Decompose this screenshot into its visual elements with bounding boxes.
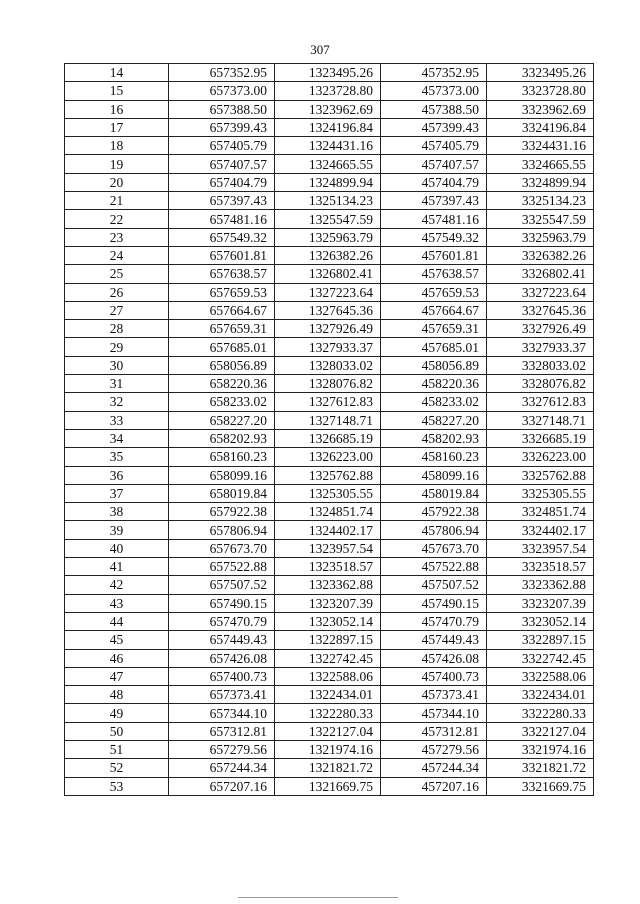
coordinate-x2-cell: 458227.20 [381, 411, 487, 429]
coordinate-x2-cell: 457664.67 [381, 301, 487, 319]
coordinate-y1-cell: 1328076.82 [275, 375, 381, 393]
coordinate-y1-cell: 1325547.59 [275, 210, 381, 228]
coordinate-x1-cell: 657404.79 [169, 173, 275, 191]
coordinate-y2-cell: 3323362.88 [487, 576, 594, 594]
coordinate-x2-cell: 457344.10 [381, 704, 487, 722]
coordinate-y2-cell: 3328033.02 [487, 356, 594, 374]
point-number-cell: 35 [65, 448, 169, 466]
coordinate-x1-cell: 657373.00 [169, 82, 275, 100]
table-row [65, 503, 594, 521]
coordinate-x2-cell: 457659.31 [381, 320, 487, 338]
table-row [65, 649, 594, 667]
coordinate-y1-cell: 1322434.01 [275, 686, 381, 704]
coordinate-x1-cell: 657470.79 [169, 612, 275, 630]
coordinate-y1-cell: 1326802.41 [275, 265, 381, 283]
table-row [65, 704, 594, 722]
coordinate-x1-cell: 657481.16 [169, 210, 275, 228]
point-number-cell: 46 [65, 649, 169, 667]
point-number-cell: 50 [65, 722, 169, 740]
table-row [65, 429, 594, 447]
point-number-cell: 49 [65, 704, 169, 722]
table-row [65, 338, 594, 356]
coordinate-y2-cell: 3327223.64 [487, 283, 594, 301]
point-number-cell: 29 [65, 338, 169, 356]
coordinate-x1-cell: 658056.89 [169, 356, 275, 374]
coordinate-y2-cell: 3327933.37 [487, 338, 594, 356]
coordinate-x2-cell: 458220.36 [381, 375, 487, 393]
coordinate-x2-cell: 457399.43 [381, 118, 487, 136]
coordinate-x1-cell: 657522.88 [169, 558, 275, 576]
table-row [65, 137, 594, 155]
coordinate-y2-cell: 3325305.55 [487, 484, 594, 502]
point-number-cell: 53 [65, 777, 169, 795]
coordinate-x2-cell: 457507.52 [381, 576, 487, 594]
table-row [65, 740, 594, 758]
coordinate-x1-cell: 658220.36 [169, 375, 275, 393]
point-number-cell: 33 [65, 411, 169, 429]
point-number-cell: 25 [65, 265, 169, 283]
coordinate-y2-cell: 3326382.26 [487, 246, 594, 264]
table-row [65, 612, 594, 630]
coordinate-y2-cell: 3321821.72 [487, 759, 594, 777]
table-row [65, 155, 594, 173]
coordinate-x1-cell: 657279.56 [169, 740, 275, 758]
coordinate-x1-cell: 657806.94 [169, 521, 275, 539]
coordinate-x2-cell: 457400.73 [381, 667, 487, 685]
coordinate-y1-cell: 1321821.72 [275, 759, 381, 777]
coordinate-y1-cell: 1323495.26 [275, 64, 381, 82]
coordinate-x1-cell: 658160.23 [169, 448, 275, 466]
coordinate-x1-cell: 658233.02 [169, 393, 275, 411]
coordinate-x1-cell: 657373.41 [169, 686, 275, 704]
coordinate-y1-cell: 1322280.33 [275, 704, 381, 722]
coordinate-x1-cell: 657638.57 [169, 265, 275, 283]
table-row [65, 539, 594, 557]
coordinate-y1-cell: 1324402.17 [275, 521, 381, 539]
coordinate-x2-cell: 457685.01 [381, 338, 487, 356]
coordinate-x1-cell: 657400.73 [169, 667, 275, 685]
footer-rule [238, 897, 398, 898]
coordinate-y2-cell: 3324431.16 [487, 137, 594, 155]
coordinate-y2-cell: 3323728.80 [487, 82, 594, 100]
coordinate-y1-cell: 1325305.55 [275, 484, 381, 502]
point-number-cell: 44 [65, 612, 169, 630]
coordinate-x1-cell: 657388.50 [169, 100, 275, 118]
coordinate-table-body [65, 64, 594, 796]
coordinate-x2-cell: 457601.81 [381, 246, 487, 264]
coordinate-x2-cell: 457352.95 [381, 64, 487, 82]
coordinate-x2-cell: 457312.81 [381, 722, 487, 740]
coordinate-y1-cell: 1322588.06 [275, 667, 381, 685]
point-number-cell: 43 [65, 594, 169, 612]
coordinate-x2-cell: 458160.23 [381, 448, 487, 466]
coordinate-x1-cell: 657659.31 [169, 320, 275, 338]
coordinate-y2-cell: 3322897.15 [487, 631, 594, 649]
coordinate-x2-cell: 457806.94 [381, 521, 487, 539]
coordinate-x1-cell: 657673.70 [169, 539, 275, 557]
coordinate-x1-cell: 657352.95 [169, 64, 275, 82]
table-row [65, 100, 594, 118]
table-row [65, 228, 594, 246]
coordinate-y2-cell: 3322280.33 [487, 704, 594, 722]
point-number-cell: 36 [65, 466, 169, 484]
point-number-cell: 45 [65, 631, 169, 649]
point-number-cell: 40 [65, 539, 169, 557]
point-number-cell: 19 [65, 155, 169, 173]
table-row [65, 356, 594, 374]
point-number-cell: 38 [65, 503, 169, 521]
coordinate-y1-cell: 1321669.75 [275, 777, 381, 795]
coordinate-y1-cell: 1324851.74 [275, 503, 381, 521]
coordinate-x2-cell: 457470.79 [381, 612, 487, 630]
coordinate-y1-cell: 1324431.16 [275, 137, 381, 155]
coordinate-x1-cell: 657601.81 [169, 246, 275, 264]
coordinate-y1-cell: 1326223.00 [275, 448, 381, 466]
coordinate-y2-cell: 3328076.82 [487, 375, 594, 393]
table-row [65, 192, 594, 210]
coordinate-x1-cell: 657344.10 [169, 704, 275, 722]
coordinate-x2-cell: 457207.16 [381, 777, 487, 795]
point-number-cell: 26 [65, 283, 169, 301]
coordinate-y2-cell: 3323207.39 [487, 594, 594, 612]
coordinate-x2-cell: 457388.50 [381, 100, 487, 118]
coordinate-y2-cell: 3325134.23 [487, 192, 594, 210]
coordinate-x2-cell: 457673.70 [381, 539, 487, 557]
coordinate-x2-cell: 458202.93 [381, 429, 487, 447]
point-number-cell: 15 [65, 82, 169, 100]
table-row [65, 667, 594, 685]
table-row [65, 594, 594, 612]
coordinate-y1-cell: 1327926.49 [275, 320, 381, 338]
coordinate-y2-cell: 3323052.14 [487, 612, 594, 630]
coordinate-x2-cell: 457373.41 [381, 686, 487, 704]
coordinate-y1-cell: 1323207.39 [275, 594, 381, 612]
coordinate-y1-cell: 1324196.84 [275, 118, 381, 136]
coordinate-x1-cell: 657922.38 [169, 503, 275, 521]
coordinate-x2-cell: 458019.84 [381, 484, 487, 502]
table-row [65, 631, 594, 649]
point-number-cell: 31 [65, 375, 169, 393]
coordinate-y1-cell: 1323362.88 [275, 576, 381, 594]
coordinate-y1-cell: 1325762.88 [275, 466, 381, 484]
coordinate-x2-cell: 457490.15 [381, 594, 487, 612]
coordinate-y1-cell: 1327645.36 [275, 301, 381, 319]
coordinate-y2-cell: 3326223.00 [487, 448, 594, 466]
coordinate-y1-cell: 1322127.04 [275, 722, 381, 740]
coordinate-x2-cell: 457279.56 [381, 740, 487, 758]
coordinate-x1-cell: 657312.81 [169, 722, 275, 740]
table-row [65, 466, 594, 484]
table-row [65, 283, 594, 301]
coordinate-y1-cell: 1325134.23 [275, 192, 381, 210]
coordinate-x1-cell: 658099.16 [169, 466, 275, 484]
coordinate-y1-cell: 1323052.14 [275, 612, 381, 630]
point-number-cell: 47 [65, 667, 169, 685]
point-number-cell: 18 [65, 137, 169, 155]
coordinate-x1-cell: 657244.34 [169, 759, 275, 777]
coordinate-y1-cell: 1322897.15 [275, 631, 381, 649]
coordinate-y2-cell: 3321974.16 [487, 740, 594, 758]
coordinate-y2-cell: 3322588.06 [487, 667, 594, 685]
coordinate-y1-cell: 1325963.79 [275, 228, 381, 246]
point-number-cell: 27 [65, 301, 169, 319]
point-number-cell: 41 [65, 558, 169, 576]
point-number-cell: 48 [65, 686, 169, 704]
coordinate-y1-cell: 1328033.02 [275, 356, 381, 374]
coordinate-x1-cell: 658227.20 [169, 411, 275, 429]
table-row [65, 64, 594, 82]
point-number-cell: 20 [65, 173, 169, 191]
coordinate-x1-cell: 657449.43 [169, 631, 275, 649]
coordinate-y2-cell: 3324665.55 [487, 155, 594, 173]
table-row [65, 173, 594, 191]
coordinate-x1-cell: 658202.93 [169, 429, 275, 447]
coordinate-y2-cell: 3326802.41 [487, 265, 594, 283]
coordinate-x1-cell: 657207.16 [169, 777, 275, 795]
coordinate-y1-cell: 1323518.57 [275, 558, 381, 576]
coordinate-x2-cell: 457397.43 [381, 192, 487, 210]
coordinate-y2-cell: 3327926.49 [487, 320, 594, 338]
point-number-cell: 30 [65, 356, 169, 374]
point-number-cell: 52 [65, 759, 169, 777]
point-number-cell: 34 [65, 429, 169, 447]
table-row [65, 558, 594, 576]
coordinate-x2-cell: 457407.57 [381, 155, 487, 173]
coordinate-y2-cell: 3325963.79 [487, 228, 594, 246]
coordinate-x1-cell: 657549.32 [169, 228, 275, 246]
table-row [65, 576, 594, 594]
coordinate-x1-cell: 657397.43 [169, 192, 275, 210]
table-row [65, 246, 594, 264]
coordinate-y1-cell: 1327612.83 [275, 393, 381, 411]
table-row [65, 393, 594, 411]
coordinate-y2-cell: 3322127.04 [487, 722, 594, 740]
coordinate-x2-cell: 457549.32 [381, 228, 487, 246]
coordinate-y2-cell: 3321669.75 [487, 777, 594, 795]
point-number-cell: 22 [65, 210, 169, 228]
coordinate-x1-cell: 657490.15 [169, 594, 275, 612]
point-number-cell: 16 [65, 100, 169, 118]
coordinate-y1-cell: 1324665.55 [275, 155, 381, 173]
table-row [65, 777, 594, 795]
coordinate-y1-cell: 1327148.71 [275, 411, 381, 429]
coordinate-x2-cell: 457405.79 [381, 137, 487, 155]
coordinate-y1-cell: 1324899.94 [275, 173, 381, 191]
point-number-cell: 24 [65, 246, 169, 264]
coordinate-y2-cell: 3325547.59 [487, 210, 594, 228]
coordinate-y2-cell: 3327148.71 [487, 411, 594, 429]
coordinate-x1-cell: 658019.84 [169, 484, 275, 502]
table-row [65, 521, 594, 539]
table-row [65, 411, 594, 429]
coordinate-x2-cell: 457244.34 [381, 759, 487, 777]
coordinate-y2-cell: 3324402.17 [487, 521, 594, 539]
coordinate-x1-cell: 657426.08 [169, 649, 275, 667]
table-row [65, 210, 594, 228]
coordinate-y2-cell: 3326685.19 [487, 429, 594, 447]
coordinate-y2-cell: 3322434.01 [487, 686, 594, 704]
coordinate-y1-cell: 1323728.80 [275, 82, 381, 100]
coordinate-x1-cell: 657407.57 [169, 155, 275, 173]
table-row [65, 375, 594, 393]
coordinate-y2-cell: 3322742.45 [487, 649, 594, 667]
coordinate-y1-cell: 1327933.37 [275, 338, 381, 356]
point-number-cell: 39 [65, 521, 169, 539]
table-row [65, 265, 594, 283]
coordinate-x2-cell: 457638.57 [381, 265, 487, 283]
table-row [65, 686, 594, 704]
coordinate-y2-cell: 3325762.88 [487, 466, 594, 484]
coordinate-y1-cell: 1326685.19 [275, 429, 381, 447]
coordinate-y2-cell: 3323957.54 [487, 539, 594, 557]
coordinate-y2-cell: 3324196.84 [487, 118, 594, 136]
coordinate-x1-cell: 657685.01 [169, 338, 275, 356]
table-row [65, 320, 594, 338]
point-number-cell: 37 [65, 484, 169, 502]
table-row [65, 82, 594, 100]
point-number-cell: 14 [65, 64, 169, 82]
table-row [65, 448, 594, 466]
point-number-cell: 21 [65, 192, 169, 210]
table-row [65, 301, 594, 319]
coordinate-y1-cell: 1326382.26 [275, 246, 381, 264]
coordinate-y2-cell: 3324851.74 [487, 503, 594, 521]
coordinate-x2-cell: 457426.08 [381, 649, 487, 667]
coordinate-x2-cell: 457481.16 [381, 210, 487, 228]
coordinate-y2-cell: 3323518.57 [487, 558, 594, 576]
coordinate-y1-cell: 1327223.64 [275, 283, 381, 301]
point-number-cell: 28 [65, 320, 169, 338]
coordinate-y2-cell: 3324899.94 [487, 173, 594, 191]
coordinate-x1-cell: 657399.43 [169, 118, 275, 136]
coordinate-x2-cell: 458233.02 [381, 393, 487, 411]
coordinate-x1-cell: 657507.52 [169, 576, 275, 594]
coordinate-y2-cell: 3323495.26 [487, 64, 594, 82]
coordinate-x1-cell: 657659.53 [169, 283, 275, 301]
point-number-cell: 23 [65, 228, 169, 246]
coordinate-x2-cell: 457404.79 [381, 173, 487, 191]
coordinate-x2-cell: 457373.00 [381, 82, 487, 100]
table-row [65, 759, 594, 777]
coordinate-x2-cell: 458099.16 [381, 466, 487, 484]
coordinate-x2-cell: 457922.38 [381, 503, 487, 521]
point-number-cell: 51 [65, 740, 169, 758]
coordinate-y2-cell: 3323962.69 [487, 100, 594, 118]
coordinate-y1-cell: 1321974.16 [275, 740, 381, 758]
coordinate-y1-cell: 1323957.54 [275, 539, 381, 557]
coordinate-y1-cell: 1323962.69 [275, 100, 381, 118]
coordinate-x2-cell: 457659.53 [381, 283, 487, 301]
table-row [65, 484, 594, 502]
point-number-cell: 42 [65, 576, 169, 594]
coordinate-x2-cell: 458056.89 [381, 356, 487, 374]
coordinate-y2-cell: 3327612.83 [487, 393, 594, 411]
coordinate-y1-cell: 1322742.45 [275, 649, 381, 667]
coordinate-table [64, 63, 594, 796]
coordinate-x2-cell: 457449.43 [381, 631, 487, 649]
table-row [65, 118, 594, 136]
page-number: 307 [310, 42, 330, 57]
coordinate-x1-cell: 657664.67 [169, 301, 275, 319]
point-number-cell: 17 [65, 118, 169, 136]
coordinate-y2-cell: 3327645.36 [487, 301, 594, 319]
point-number-cell: 32 [65, 393, 169, 411]
coordinate-x1-cell: 657405.79 [169, 137, 275, 155]
coordinate-x2-cell: 457522.88 [381, 558, 487, 576]
table-row [65, 722, 594, 740]
